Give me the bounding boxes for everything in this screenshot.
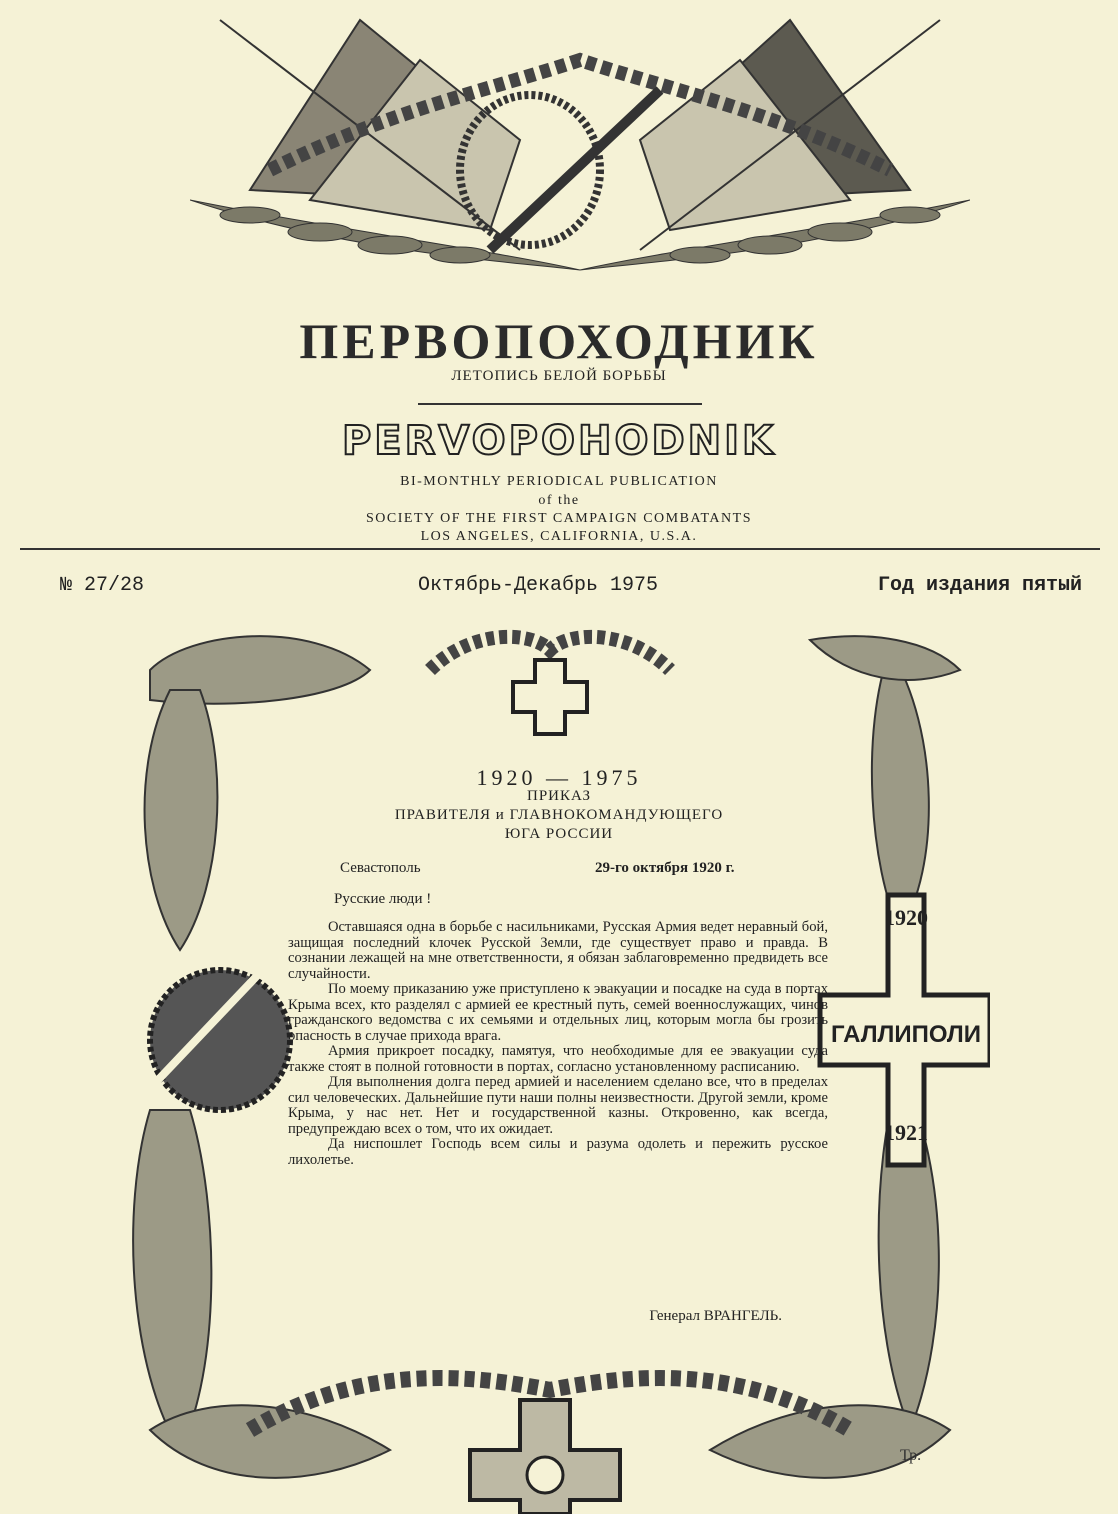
- order-paragraph: Армия прикроет посадку, памятуя, что необходимые для ее эвакуации суда также стоят в полной готовности в портах, согласно установленному расписанию.: [288, 1043, 828, 1075]
- order-paragraph: Для выполнения долга перед армией и населением сделано все, что в пределах сил человеческих. Дальнейшие пути наши полны неизвестности. Другой земли, кроме Крыма, у нас нет. Нет и государственной казны. Откровенно, как всегда, предупреждаю всех о том, что их ожидает.: [288, 1074, 828, 1137]
- badge-text: ГАЛЛИПОЛИ: [831, 1021, 981, 1048]
- masthead-title-ru: ПЕРВОПОХОДНИК: [299, 313, 819, 369]
- order-heading: ЮГА РОССИИ: [504, 826, 614, 842]
- order-heading: ПРАВИТЕЛЯ и ГЛАВНОКОМАНДУЮЩЕГО: [394, 807, 724, 823]
- masthead-title-latin: PERVOPOHODNIK: [341, 418, 777, 464]
- divider: [20, 548, 1100, 550]
- badge-year-top: 1920: [884, 905, 928, 930]
- divider: [418, 403, 702, 405]
- signature: Генерал ВРАНГЕЛЬ.: [649, 1308, 782, 1324]
- order-place: Севастополь: [340, 860, 421, 876]
- order-text: [288, 920, 828, 1168]
- order-paragraph: По моему приказанию уже приступлено к эвакуации и посадке на суда в портах Крыма всех, кто разделял с армией ее крестный путь, семей военнослужащих, чинов гражданского ведомства с их семьями и отдельных лиц, которым могла бы грозить опасность в случае прихода врага.: [288, 981, 828, 1044]
- masthead-subtitle-ru: ЛЕТОПИСЬ БЕЛОЙ БОРЬБЫ: [451, 368, 667, 384]
- salutation: Русские люди !: [334, 891, 432, 907]
- issue-year: Год издания пятый: [877, 574, 1082, 597]
- order-heading: ПРИКАЗ: [527, 788, 591, 804]
- publication-line: LOS ANGELES, CALIFORNIA, U.S.A.: [420, 529, 698, 544]
- laurel-icon: [190, 200, 970, 270]
- order-paragraph: Оставшаяся одна в борьбе с насильниками, Русская Армия ведет неравный бой, защищая последний клочек Русской Земли, где существует право и правда. В сознании лежащей на мне ответственности, я обязан заблаговременно предвидеть все случайности.: [288, 919, 828, 982]
- issue-number: № 27/28: [60, 574, 145, 597]
- medallion-icon: [150, 970, 290, 1110]
- gallipoli-badge-icon: [820, 895, 990, 1165]
- artist-mark: Тр.: [900, 1447, 922, 1464]
- badge-year-bottom: 1921: [884, 1120, 928, 1145]
- order-date: 29-го октября 1920 г.: [595, 860, 735, 876]
- anniversary-years: 1920 — 1975: [476, 765, 642, 790]
- order-paragraph: Да ниспошлет Господь всем силы и разума одолеть и пережить русское лихолетье.: [288, 1136, 828, 1168]
- publication-line: SOCIETY OF THE FIRST CAMPAIGN COMBATANTS: [366, 511, 752, 526]
- issue-date: Октябрь-Декабрь 1975: [418, 574, 659, 597]
- publication-line: BI-MONTHLY PERIODICAL PUBLICATION: [400, 474, 718, 489]
- masthead-illustration: [190, 0, 970, 300]
- publication-line: of the: [538, 493, 580, 508]
- cross-icon: [513, 660, 587, 734]
- saint-george-icon: [527, 1457, 563, 1493]
